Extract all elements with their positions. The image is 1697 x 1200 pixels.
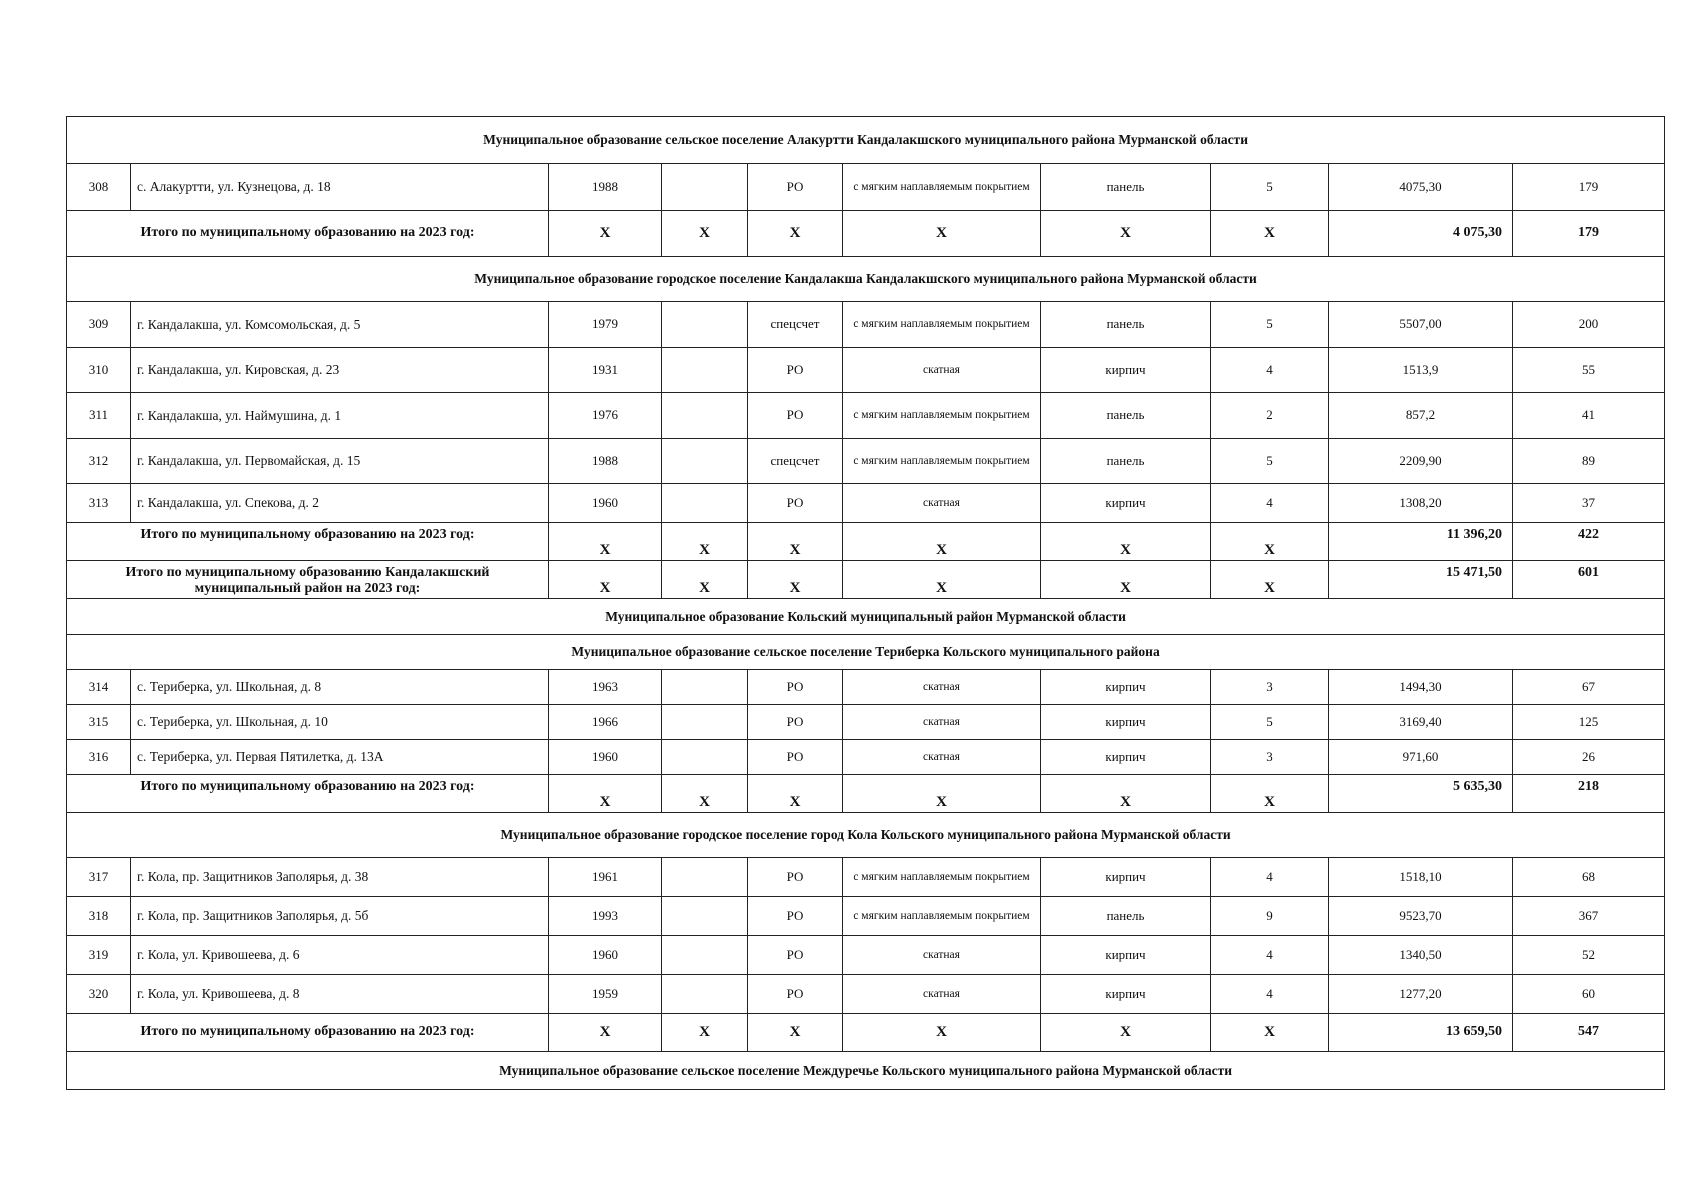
row-number: 310 <box>67 348 131 393</box>
section-header-row <box>67 599 1665 635</box>
section-title: Муниципальное образование городское поселение город Кола Кольского муниципального района Мурманской области <box>67 813 1665 858</box>
row-number: 320 <box>67 975 131 1014</box>
table-row <box>67 897 1665 936</box>
fund-method: РО <box>748 393 843 439</box>
section-title: Муниципальное образование сельское поселение Междуречье Кольского муниципального района Мурманской области <box>67 1052 1665 1090</box>
roof-type: с мягким наплавляемым покрытием <box>843 164 1041 211</box>
subtotal-x-mark: X <box>748 775 843 813</box>
row-number: 319 <box>67 936 131 975</box>
table-body <box>67 117 1665 1090</box>
table-row <box>67 439 1665 484</box>
build-year: 1961 <box>549 858 662 897</box>
build-year: 1960 <box>549 740 662 775</box>
subtotal-x-mark: X <box>843 775 1041 813</box>
table-row <box>67 740 1665 775</box>
row-number: 318 <box>67 897 131 936</box>
subtotal-apartments: 179 <box>1513 211 1665 257</box>
subtotal-apartments: 218 <box>1513 775 1665 813</box>
table-row <box>67 484 1665 523</box>
table-row <box>67 670 1665 705</box>
apartment-count: 52 <box>1513 936 1665 975</box>
apartment-count: 55 <box>1513 348 1665 393</box>
fund-method: РО <box>748 348 843 393</box>
roof-type: скатная <box>843 705 1041 740</box>
build-year: 1966 <box>549 705 662 740</box>
subtotal-x-mark: X <box>549 561 662 599</box>
subtotal-x-mark: X <box>843 211 1041 257</box>
subtotal-label: Итого по муниципальному образованию Кандалакшский муниципальный район на 2023 год: <box>67 561 549 599</box>
roof-type: скатная <box>843 740 1041 775</box>
subtotal-apartments: 601 <box>1513 561 1665 599</box>
wall-material: панель <box>1041 302 1211 348</box>
subtotal-x-mark: X <box>1041 523 1211 561</box>
subtotal-x-mark: X <box>1041 561 1211 599</box>
section-title: Муниципальное образование сельское поселение Алакуртти Кандалакшского муниципального района Мурманской области <box>67 117 1665 164</box>
row-number: 309 <box>67 302 131 348</box>
build-year: 1979 <box>549 302 662 348</box>
subtotal-x-mark: X <box>1211 561 1329 599</box>
subtotal-x-mark: X <box>662 523 748 561</box>
roof-type: с мягким наплавляемым покрытием <box>843 897 1041 936</box>
subtotal-x-mark: X <box>748 211 843 257</box>
subtotal-x-mark: X <box>748 561 843 599</box>
row-number: 314 <box>67 670 131 705</box>
wall-material: панель <box>1041 393 1211 439</box>
build-year: 1959 <box>549 975 662 1014</box>
empty-cell <box>662 858 748 897</box>
subtotal-x-mark: X <box>748 523 843 561</box>
empty-cell <box>662 348 748 393</box>
total-area: 2209,90 <box>1329 439 1513 484</box>
subtotal-x-mark: X <box>662 1014 748 1052</box>
section-title: Муниципальное образование городское поселение Кандалакша Кандалакшского муниципального района Мурманской области <box>67 257 1665 302</box>
total-area: 857,2 <box>1329 393 1513 439</box>
subtotal-x-mark: X <box>1041 775 1211 813</box>
subtotal-x-mark: X <box>549 775 662 813</box>
apartment-count: 179 <box>1513 164 1665 211</box>
building-address: г. Кола, ул. Кривошеева, д. 8 <box>131 975 549 1014</box>
floor-count: 5 <box>1211 439 1329 484</box>
roof-type: с мягким наплавляемым покрытием <box>843 302 1041 348</box>
building-address: г. Кола, ул. Кривошеева, д. 6 <box>131 936 549 975</box>
table-row <box>67 936 1665 975</box>
building-address: г. Кандалакша, ул. Комсомольская, д. 5 <box>131 302 549 348</box>
floor-count: 4 <box>1211 975 1329 1014</box>
fund-method: РО <box>748 484 843 523</box>
wall-material: кирпич <box>1041 740 1211 775</box>
section-header-row <box>67 813 1665 858</box>
wall-material: панель <box>1041 439 1211 484</box>
build-year: 1960 <box>549 936 662 975</box>
subtotal-x-mark: X <box>843 1014 1041 1052</box>
section-header-row <box>67 117 1665 164</box>
floor-count: 3 <box>1211 740 1329 775</box>
subtotal-x-mark: X <box>1211 211 1329 257</box>
wall-material: панель <box>1041 164 1211 211</box>
subtotal-row <box>67 561 1665 599</box>
apartment-count: 26 <box>1513 740 1665 775</box>
fund-method: РО <box>748 670 843 705</box>
apartment-count: 37 <box>1513 484 1665 523</box>
wall-material: кирпич <box>1041 670 1211 705</box>
build-year: 1976 <box>549 393 662 439</box>
build-year: 1988 <box>549 439 662 484</box>
floor-count: 9 <box>1211 897 1329 936</box>
empty-cell <box>662 164 748 211</box>
fund-method: РО <box>748 858 843 897</box>
subtotal-row <box>67 1014 1665 1052</box>
table-row <box>67 705 1665 740</box>
empty-cell <box>662 302 748 348</box>
wall-material: кирпич <box>1041 705 1211 740</box>
subtotal-label: Итого по муниципальному образованию на 2023 год: <box>67 775 549 813</box>
building-address: с. Териберка, ул. Школьная, д. 10 <box>131 705 549 740</box>
subtotal-label: Итого по муниципальному образованию на 2023 год: <box>67 211 549 257</box>
row-number: 316 <box>67 740 131 775</box>
fund-method: спецсчет <box>748 302 843 348</box>
subtotal-row <box>67 523 1665 561</box>
build-year: 1960 <box>549 484 662 523</box>
subtotal-row <box>67 211 1665 257</box>
building-address: г. Кандалакша, ул. Первомайская, д. 15 <box>131 439 549 484</box>
subtotal-x-mark: X <box>1211 775 1329 813</box>
floor-count: 4 <box>1211 936 1329 975</box>
apartment-count: 125 <box>1513 705 1665 740</box>
fund-method: РО <box>748 705 843 740</box>
empty-cell <box>662 670 748 705</box>
housing-register-table <box>66 116 1665 1090</box>
total-area: 1513,9 <box>1329 348 1513 393</box>
section-title: Муниципальное образование сельское поселение Териберка Кольского муниципального района <box>67 635 1665 670</box>
fund-method: спецсчет <box>748 439 843 484</box>
total-area: 3169,40 <box>1329 705 1513 740</box>
total-area: 9523,70 <box>1329 897 1513 936</box>
subtotal-label: Итого по муниципальному образованию на 2023 год: <box>67 1014 549 1052</box>
section-header-row <box>67 257 1665 302</box>
empty-cell <box>662 975 748 1014</box>
subtotal-x-mark: X <box>662 775 748 813</box>
floor-count: 5 <box>1211 164 1329 211</box>
fund-method: РО <box>748 936 843 975</box>
section-header-row <box>67 1052 1665 1090</box>
subtotal-x-mark: X <box>662 211 748 257</box>
empty-cell <box>662 439 748 484</box>
roof-type: скатная <box>843 348 1041 393</box>
row-number: 317 <box>67 858 131 897</box>
building-address: г. Кола, пр. Защитников Заполярья, д. 5б <box>131 897 549 936</box>
row-number: 308 <box>67 164 131 211</box>
empty-cell <box>662 484 748 523</box>
apartment-count: 68 <box>1513 858 1665 897</box>
floor-count: 5 <box>1211 705 1329 740</box>
subtotal-label: Итого по муниципальному образованию на 2023 год: <box>67 523 549 561</box>
wall-material: кирпич <box>1041 975 1211 1014</box>
row-number: 313 <box>67 484 131 523</box>
section-header-row <box>67 635 1665 670</box>
empty-cell <box>662 740 748 775</box>
subtotal-x-mark: X <box>662 561 748 599</box>
empty-cell <box>662 936 748 975</box>
subtotal-area: 13 659,50 <box>1329 1014 1513 1052</box>
section-title: Муниципальное образование Кольский муниципальный район Мурманской области <box>67 599 1665 635</box>
subtotal-x-mark: X <box>748 1014 843 1052</box>
apartment-count: 200 <box>1513 302 1665 348</box>
total-area: 971,60 <box>1329 740 1513 775</box>
roof-type: с мягким наплавляемым покрытием <box>843 858 1041 897</box>
subtotal-area: 11 396,20 <box>1329 523 1513 561</box>
roof-type: с мягким наплавляемым покрытием <box>843 393 1041 439</box>
build-year: 1993 <box>549 897 662 936</box>
build-year: 1963 <box>549 670 662 705</box>
build-year: 1931 <box>549 348 662 393</box>
floor-count: 3 <box>1211 670 1329 705</box>
total-area: 1308,20 <box>1329 484 1513 523</box>
apartment-count: 89 <box>1513 439 1665 484</box>
roof-type: скатная <box>843 670 1041 705</box>
subtotal-row <box>67 775 1665 813</box>
table-row <box>67 975 1665 1014</box>
table-row <box>67 348 1665 393</box>
build-year: 1988 <box>549 164 662 211</box>
floor-count: 2 <box>1211 393 1329 439</box>
roof-type: скатная <box>843 484 1041 523</box>
total-area: 4075,30 <box>1329 164 1513 211</box>
empty-cell <box>662 705 748 740</box>
wall-material: панель <box>1041 897 1211 936</box>
table-row <box>67 393 1665 439</box>
empty-cell <box>662 393 748 439</box>
subtotal-x-mark: X <box>843 561 1041 599</box>
roof-type: скатная <box>843 975 1041 1014</box>
roof-type: с мягким наплавляемым покрытием <box>843 439 1041 484</box>
subtotal-x-mark: X <box>549 1014 662 1052</box>
floor-count: 4 <box>1211 858 1329 897</box>
fund-method: РО <box>748 975 843 1014</box>
subtotal-x-mark: X <box>1041 1014 1211 1052</box>
row-number: 311 <box>67 393 131 439</box>
apartment-count: 41 <box>1513 393 1665 439</box>
subtotal-x-mark: X <box>549 211 662 257</box>
subtotal-x-mark: X <box>843 523 1041 561</box>
row-number: 312 <box>67 439 131 484</box>
wall-material: кирпич <box>1041 858 1211 897</box>
table-row <box>67 164 1665 211</box>
fund-method: РО <box>748 897 843 936</box>
building-address: с. Териберка, ул. Школьная, д. 8 <box>131 670 549 705</box>
apartment-count: 367 <box>1513 897 1665 936</box>
subtotal-x-mark: X <box>549 523 662 561</box>
building-address: г. Кандалакша, ул. Спекова, д. 2 <box>131 484 549 523</box>
table-row <box>67 858 1665 897</box>
subtotal-x-mark: X <box>1211 1014 1329 1052</box>
wall-material: кирпич <box>1041 484 1211 523</box>
building-address: с. Алакуртти, ул. Кузнецова, д. 18 <box>131 164 549 211</box>
total-area: 1518,10 <box>1329 858 1513 897</box>
subtotal-apartments: 422 <box>1513 523 1665 561</box>
roof-type: скатная <box>843 936 1041 975</box>
total-area: 1277,20 <box>1329 975 1513 1014</box>
fund-method: РО <box>748 740 843 775</box>
fund-method: РО <box>748 164 843 211</box>
total-area: 1340,50 <box>1329 936 1513 975</box>
apartment-count: 60 <box>1513 975 1665 1014</box>
empty-cell <box>662 897 748 936</box>
building-address: г. Кандалакша, ул. Наймушина, д. 1 <box>131 393 549 439</box>
floor-count: 4 <box>1211 484 1329 523</box>
building-address: г. Кола, пр. Защитников Заполярья, д. 38 <box>131 858 549 897</box>
row-number: 315 <box>67 705 131 740</box>
table-row <box>67 302 1665 348</box>
building-address: г. Кандалакша, ул. Кировская, д. 23 <box>131 348 549 393</box>
subtotal-x-mark: X <box>1211 523 1329 561</box>
subtotal-area: 4 075,30 <box>1329 211 1513 257</box>
subtotal-area: 5 635,30 <box>1329 775 1513 813</box>
apartment-count: 67 <box>1513 670 1665 705</box>
building-address: с. Териберка, ул. Первая Пятилетка, д. 13А <box>131 740 549 775</box>
floor-count: 5 <box>1211 302 1329 348</box>
total-area: 1494,30 <box>1329 670 1513 705</box>
floor-count: 4 <box>1211 348 1329 393</box>
subtotal-area: 15 471,50 <box>1329 561 1513 599</box>
total-area: 5507,00 <box>1329 302 1513 348</box>
subtotal-apartments: 547 <box>1513 1014 1665 1052</box>
wall-material: кирпич <box>1041 348 1211 393</box>
subtotal-x-mark: X <box>1041 211 1211 257</box>
wall-material: кирпич <box>1041 936 1211 975</box>
